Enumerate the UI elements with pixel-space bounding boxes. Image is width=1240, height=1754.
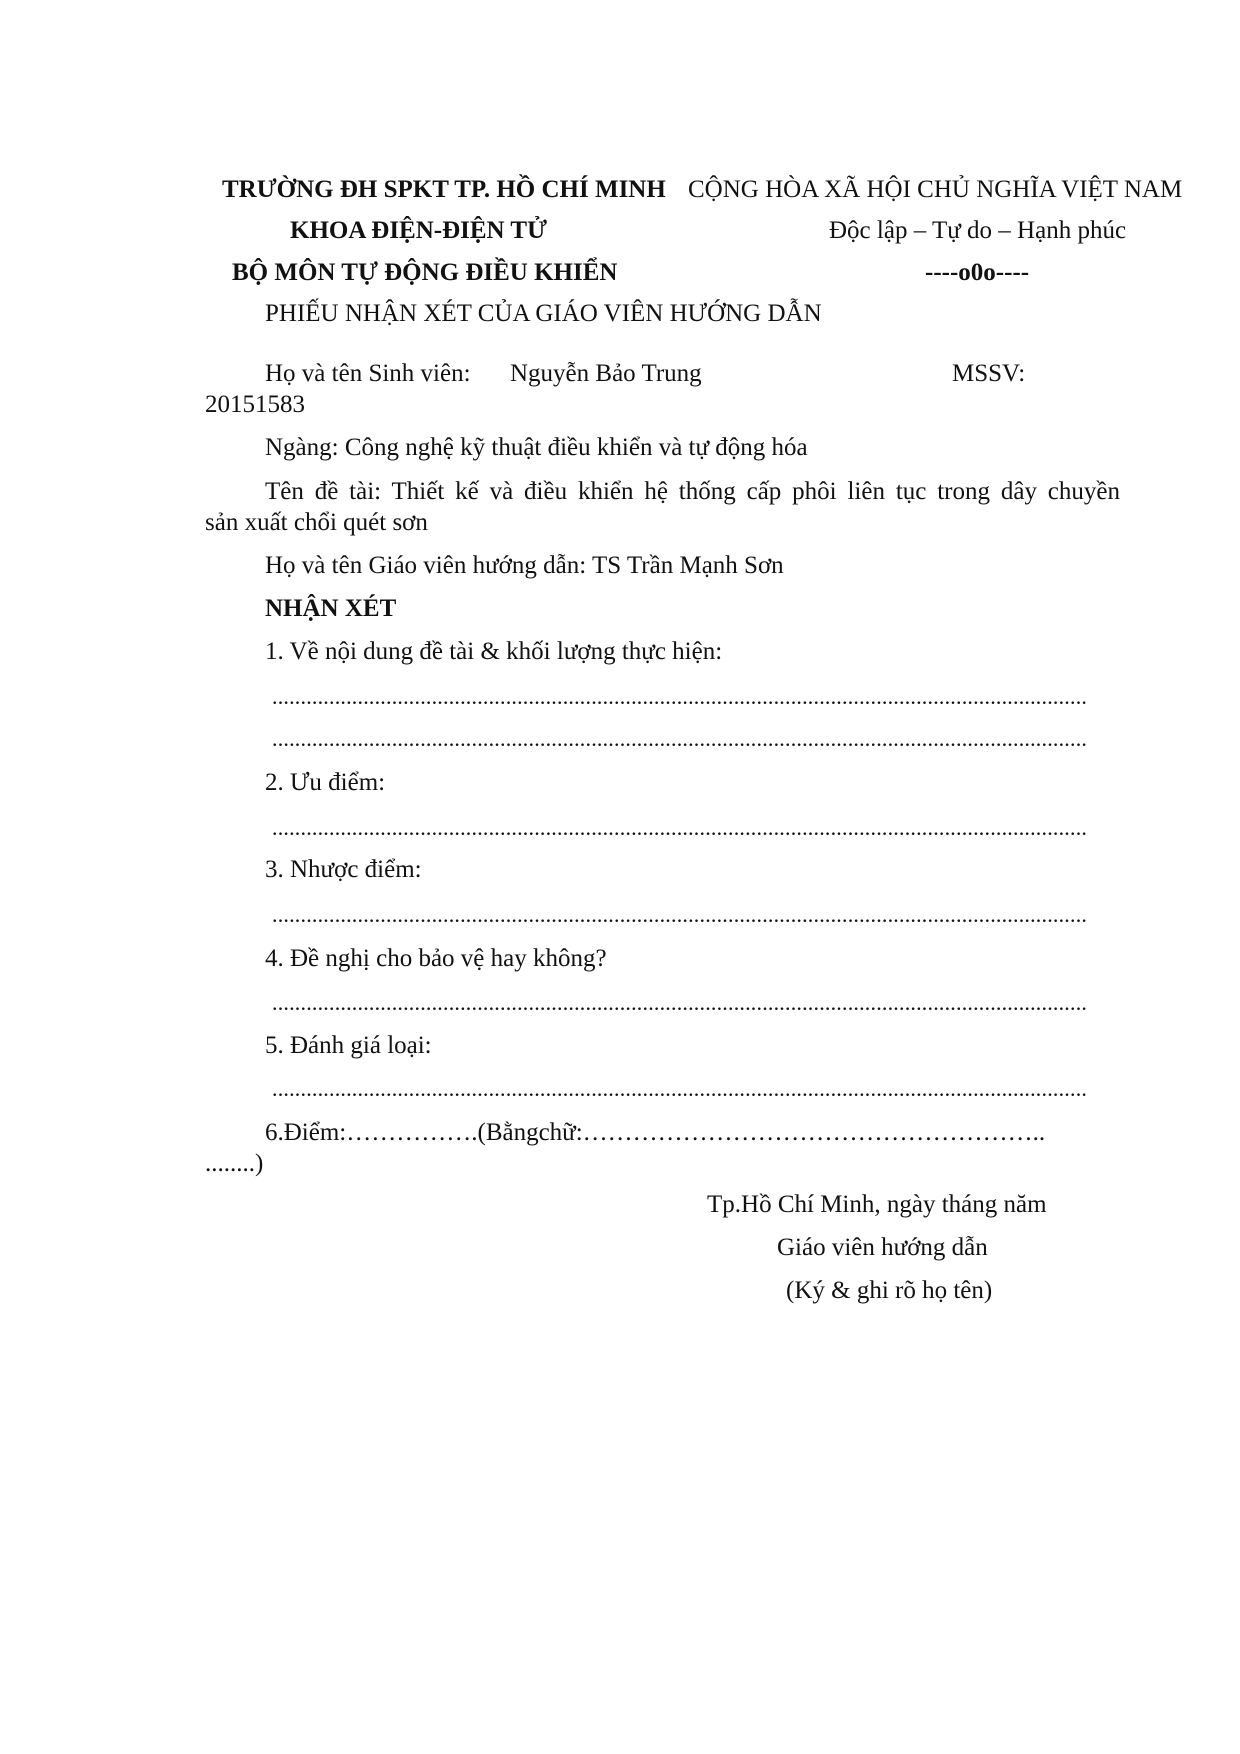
topic-line-1: Tên đề tài: Thiết kế và điều khiển hệ thống cấp phôi liên tục trong dây chuyền (265, 478, 1120, 505)
answer-line-defense: ............................................................................................................................................... (272, 990, 1088, 1015)
signature-place-date: Tp.Hồ Chí Minh, ngày tháng năm (707, 1191, 1047, 1218)
comment-item-score: 6.Điểm:…………….(Bằngchữ:……………………………………………….. (265, 1119, 1046, 1146)
comment-item-defense: 4. Đề nghị cho bảo vệ hay không? (265, 945, 607, 972)
comments-heading: NHẬN XÉT (265, 595, 397, 622)
comment-item-rating: 5. Đánh giá loại: (265, 1032, 432, 1059)
student-id-value: 20151583 (205, 391, 305, 418)
student-id-label: MSSV: (952, 360, 1026, 387)
student-name-value: Nguyễn Bảo Trung (510, 360, 702, 387)
header-ornament: ----o0o---- (925, 259, 1030, 286)
topic-line-2: sản xuất chổi quét sơn (205, 509, 428, 536)
signature-note: (Ký & ghi rõ họ tên) (786, 1277, 993, 1304)
comment-item-content: 1. Về nội dung đề tài & khối lượng thực hiện: (265, 638, 723, 665)
motto: Độc lập – Tự do – Hạnh phúc (829, 217, 1127, 244)
answer-line-weaknesses: ............................................................................................................................................... (272, 902, 1088, 927)
student-name-label: Họ và tên Sinh viên: (265, 360, 471, 387)
department-name: BỘ MÔN TỰ ĐỘNG ĐIỀU KHIỂN (232, 259, 618, 286)
school-name: TRƯỜNG ĐH SPKT TP. HỒ CHÍ MINH (222, 176, 666, 203)
answer-line-rating: ............................................................................................................................................... (272, 1076, 1088, 1101)
comment-item-score-cont: ........) (205, 1150, 264, 1177)
faculty-name: KHOA ĐIỆN-ĐIỆN TỬ (290, 217, 547, 244)
comment-item-weaknesses: 3. Nhược điểm: (265, 856, 422, 883)
comment-item-strengths: 2. Ưu điểm: (265, 769, 386, 796)
country-name: CỘNG HÒA XÃ HỘI CHỦ NGHĨA VIỆT NAM (688, 176, 1183, 203)
answer-line-content-2: ............................................................................................................................................... (272, 726, 1088, 751)
document-title: PHIẾU NHẬN XÉT CỦA GIÁO VIÊN HƯỚNG DẪN (265, 300, 822, 327)
signature-role: Giáo viên hướng dẫn (777, 1234, 988, 1261)
advisor-line: Họ và tên Giáo viên hướng dẫn: TS Trần Mạnh Sơn (265, 552, 784, 579)
answer-line-content-1: ............................................................................................................................................... (272, 684, 1088, 709)
answer-line-strengths: ............................................................................................................................................... (272, 815, 1088, 840)
major-line: Ngàng: Công nghệ kỹ thuật điều khiển và tự động hóa (265, 434, 808, 461)
